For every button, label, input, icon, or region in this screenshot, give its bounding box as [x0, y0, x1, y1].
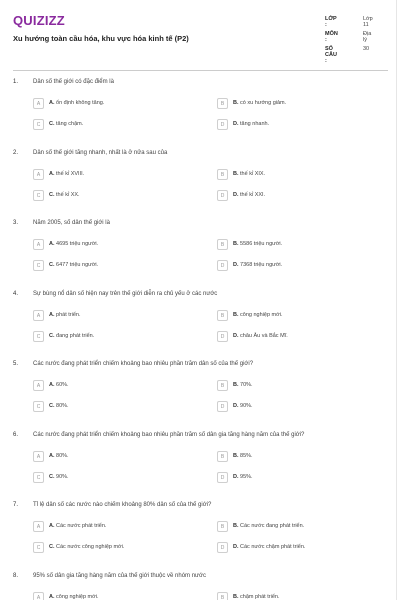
option-text: tăng chậm.: [56, 121, 84, 127]
option-text: Các nước công nghiệp mới.: [56, 544, 125, 550]
option-label: [49, 171, 84, 177]
option-letter-box[interactable]: D: [217, 260, 228, 271]
question-text: Các nước đang phát triển chiếm khoảng bao nhiêu phần trăm dân số của thế giới?: [33, 361, 254, 367]
option-text: 85%.: [240, 452, 253, 459]
option-key: A.: [49, 452, 55, 459]
option-text: 4695 triệu người.: [56, 241, 99, 247]
answer-option-b[interactable]: [217, 239, 377, 253]
option-key: C.: [49, 262, 55, 268]
option-text: thế kỉ XVIII.: [56, 170, 85, 177]
option-text: Các nước phát triển.: [56, 523, 107, 529]
option-text: 95%.: [240, 473, 253, 480]
option-letter-box[interactable]: A: [33, 98, 44, 109]
answer-option-c[interactable]: [33, 119, 193, 133]
option-label: [233, 333, 288, 339]
question-item: [0, 502, 400, 562]
question-count-label: SỐ CÂU :: [325, 46, 337, 64]
option-letter-box[interactable]: B: [217, 451, 228, 462]
option-letter-box[interactable]: A: [33, 592, 44, 600]
answer-option-b[interactable]: [217, 310, 377, 324]
option-letter-box[interactable]: C: [33, 260, 44, 271]
option-text: công nghiệp mới.: [240, 311, 283, 318]
option-label: [233, 312, 282, 318]
question-number: 3.: [13, 220, 19, 226]
answer-option-d[interactable]: [217, 260, 377, 274]
subject-value: Địa lý: [363, 31, 372, 43]
option-letter-box[interactable]: C: [33, 542, 44, 553]
option-text: thế kỉ XX.: [56, 191, 80, 198]
option-letter-box[interactable]: A: [33, 310, 44, 321]
option-letter-box[interactable]: A: [33, 239, 44, 250]
worksheet-title: Xu hướng toàn cầu hóa, khu vực hóa kinh tế (P2): [13, 34, 189, 43]
option-key: A.: [49, 311, 55, 318]
option-text: chậm phát triển.: [240, 593, 280, 600]
option-letter-box[interactable]: B: [217, 169, 228, 180]
option-label: [49, 382, 69, 388]
question-item: [0, 291, 400, 351]
answer-option-c[interactable]: [33, 401, 193, 415]
option-letter-box[interactable]: D: [217, 331, 228, 342]
answer-option-a[interactable]: [33, 239, 193, 253]
question-item: [0, 432, 400, 492]
answer-option-c[interactable]: [33, 331, 193, 345]
option-text: có xu hướng giảm.: [240, 100, 287, 106]
option-label: [233, 121, 269, 127]
question-number: 1.: [13, 79, 19, 85]
option-label: [233, 594, 279, 600]
option-label: [49, 262, 98, 268]
option-key: B.: [233, 382, 239, 388]
question-item: [0, 573, 400, 600]
option-text: tăng nhanh.: [240, 121, 270, 127]
answer-option-b[interactable]: [217, 592, 377, 600]
option-label: [233, 523, 304, 529]
option-letter-box[interactable]: C: [33, 119, 44, 130]
option-text: ổn định không tăng.: [56, 100, 105, 106]
option-letter-box[interactable]: B: [217, 380, 228, 391]
option-key: B.: [233, 100, 239, 106]
option-text: 70%.: [240, 382, 253, 388]
answer-option-d[interactable]: [217, 472, 377, 486]
option-label: [233, 474, 253, 480]
option-letter-box[interactable]: A: [33, 521, 44, 532]
answer-option-c[interactable]: [33, 472, 193, 486]
option-letter-box[interactable]: A: [33, 169, 44, 180]
answer-option-c[interactable]: [33, 542, 193, 556]
option-text: đang phát triển.: [56, 332, 95, 339]
answer-option-b[interactable]: [217, 98, 377, 112]
option-label: [49, 100, 104, 106]
option-label: [233, 403, 253, 409]
answer-option-a[interactable]: [33, 380, 193, 394]
option-label: [49, 192, 80, 198]
option-text: 90%.: [240, 403, 253, 409]
class-value: Lớp 11: [363, 16, 373, 28]
question-number: 8.: [13, 572, 19, 579]
option-text: thế kỉ XIX.: [240, 170, 266, 177]
answer-option-b[interactable]: [217, 380, 377, 394]
option-text: Các nước chậm phát triển.: [240, 544, 306, 550]
option-letter-box[interactable]: C: [33, 401, 44, 412]
question-text: Năm 2005, số dân thế giới là: [33, 220, 110, 226]
option-key: A.: [49, 523, 55, 529]
option-text: 80%.: [56, 452, 69, 459]
option-key: D.: [233, 544, 239, 550]
option-key: D.: [233, 473, 239, 480]
option-label: [233, 544, 305, 550]
option-key: A.: [49, 593, 55, 600]
option-text: 90%.: [56, 473, 69, 480]
option-key: C.: [49, 403, 55, 409]
option-key: C.: [49, 473, 55, 480]
option-label: [49, 312, 81, 318]
quizizz-logo: QUIZIZZ: [13, 13, 65, 28]
answer-option-c[interactable]: [33, 190, 193, 204]
option-key: D.: [233, 403, 239, 409]
option-text: 5586 triệu người.: [240, 241, 283, 247]
answer-option-d[interactable]: [217, 119, 377, 133]
answer-option-c[interactable]: [33, 260, 193, 274]
option-letter-box[interactable]: B: [217, 521, 228, 532]
question-number: 6.: [13, 431, 19, 438]
option-key: A.: [49, 170, 55, 177]
option-key: B.: [233, 452, 239, 459]
option-label: [233, 382, 253, 388]
option-label: [233, 453, 253, 459]
option-letter-box[interactable]: D: [217, 401, 228, 412]
answer-option-a[interactable]: [33, 592, 193, 600]
question-count-value: 30: [363, 46, 370, 52]
option-label: [49, 403, 69, 409]
answer-option-a[interactable]: [33, 98, 193, 112]
question-number: 5.: [13, 361, 19, 367]
question-text: Sự bùng nổ dân số hiện nay trên thế giới diễn ra chủ yếu ở các nước: [33, 290, 218, 297]
question-text: Các nước đang phát triển chiếm khoảng bao nhiêu phần trăm số dân gia tăng hàng năm của thế giới?: [33, 431, 305, 438]
option-label: [233, 241, 282, 247]
answer-option-a[interactable]: [33, 521, 193, 535]
option-label: [49, 544, 124, 550]
option-key: B.: [233, 523, 239, 529]
question-text: Dân số thế giới có đặc điểm là: [33, 79, 114, 85]
option-label: [233, 192, 265, 198]
question-number: 4.: [13, 290, 19, 297]
option-letter-box[interactable]: B: [217, 592, 228, 600]
option-key: D.: [233, 332, 239, 339]
answer-option-b[interactable]: [217, 521, 377, 535]
answer-option-b[interactable]: [217, 451, 377, 465]
answer-option-d[interactable]: [217, 331, 377, 345]
option-label: [49, 241, 98, 247]
option-key: B.: [233, 170, 239, 177]
option-key: C.: [49, 191, 55, 198]
option-letter-box[interactable]: B: [217, 98, 228, 109]
option-key: D.: [233, 191, 239, 198]
option-key: A.: [49, 100, 55, 106]
answer-option-d[interactable]: [217, 542, 377, 556]
option-label: [233, 262, 282, 268]
option-letter-box[interactable]: B: [217, 239, 228, 250]
question-item: [0, 220, 400, 280]
option-text: 7368 triệu người.: [240, 262, 283, 268]
answer-option-a[interactable]: [33, 310, 193, 324]
option-key: C.: [49, 121, 55, 127]
option-text: phát triển.: [56, 311, 81, 318]
option-letter-box[interactable]: D: [217, 119, 228, 130]
option-text: Các nước đang phát triển.: [240, 523, 305, 529]
option-text: 6477 triệu người.: [56, 262, 99, 268]
option-label: [49, 121, 83, 127]
question-number: 7.: [13, 502, 19, 508]
class-label: LỚP :: [325, 16, 337, 28]
option-key: B.: [233, 311, 239, 318]
answer-option-a[interactable]: [33, 451, 193, 465]
option-letter-box[interactable]: A: [33, 380, 44, 391]
answer-option-a[interactable]: [33, 169, 193, 183]
subject-label: MÔN :: [325, 31, 338, 43]
option-text: 60%.: [56, 382, 69, 388]
question-text: 95% số dân gia tăng hàng năm của thế giới thuộc về nhóm nước: [33, 572, 206, 579]
option-label: [233, 100, 286, 106]
answer-option-d[interactable]: [217, 190, 377, 204]
option-letter-box[interactable]: D: [217, 472, 228, 483]
option-text: thế kỉ XXI.: [240, 191, 266, 198]
question-item: [0, 150, 400, 210]
option-key: D.: [233, 262, 239, 268]
option-letter-box[interactable]: B: [217, 310, 228, 321]
option-key: C.: [49, 332, 55, 339]
question-item: [0, 79, 400, 139]
question-item: [0, 361, 400, 421]
question-text: Tỉ lệ dân số các nước nào chiếm khoảng 80% dân số của thế giới?: [33, 502, 212, 508]
option-letter-box[interactable]: C: [33, 331, 44, 342]
question-number: 2.: [13, 149, 19, 156]
option-text: 80%.: [56, 403, 69, 409]
option-text: công nghiệp mới.: [56, 593, 99, 600]
option-label: [49, 523, 106, 529]
option-label: [49, 453, 69, 459]
option-label: [49, 333, 94, 339]
option-label: [49, 474, 69, 480]
answer-option-d[interactable]: [217, 401, 377, 415]
option-key: B.: [233, 593, 239, 600]
question-text: Dân số thế giới tăng nhanh, nhất là ở nửa sau của: [33, 149, 168, 156]
option-key: A.: [49, 382, 55, 388]
option-label: [233, 171, 265, 177]
option-key: C.: [49, 544, 55, 550]
option-letter-box[interactable]: D: [217, 190, 228, 201]
option-label: [49, 594, 98, 600]
worksheet-header: [0, 0, 400, 72]
option-letter-box[interactable]: D: [217, 542, 228, 553]
option-letter-box[interactable]: C: [33, 472, 44, 483]
page-edge: [396, 0, 397, 600]
answer-option-b[interactable]: [217, 169, 377, 183]
option-key: B.: [233, 241, 239, 247]
option-key: A.: [49, 241, 55, 247]
header-divider: [13, 70, 388, 71]
option-letter-box[interactable]: A: [33, 451, 44, 462]
option-text: châu Âu và Bắc Mĩ.: [240, 332, 288, 339]
option-letter-box[interactable]: C: [33, 190, 44, 201]
option-key: D.: [233, 121, 239, 127]
